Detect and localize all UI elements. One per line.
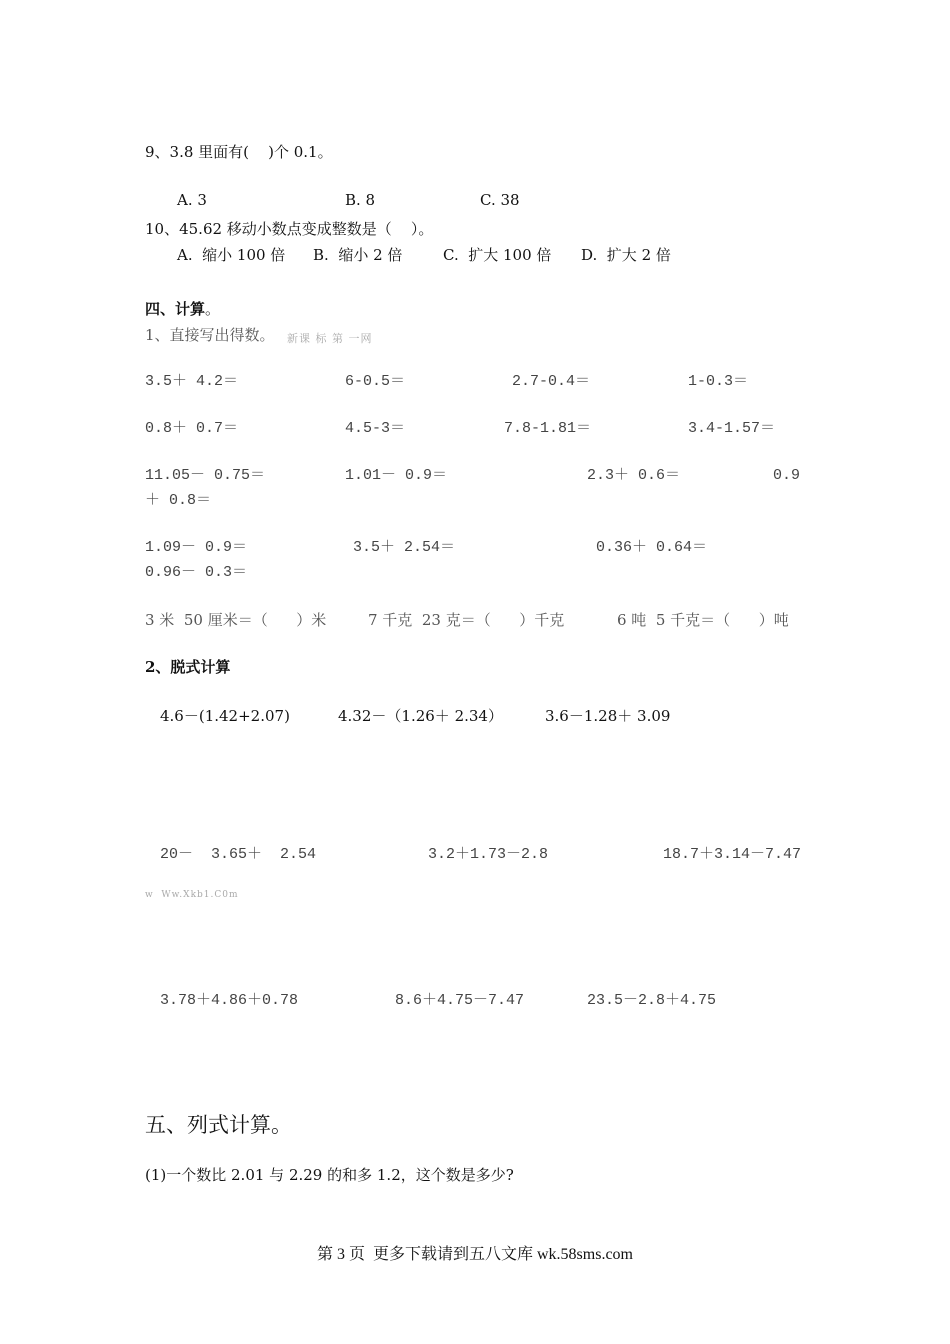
step-calc-item: 20－ 3.65＋ 2.54 (160, 846, 317, 863)
direct-calc-item: 1-0.3＝ (688, 373, 749, 390)
question-10-option-a: A. 缩小 100 倍 (177, 246, 286, 264)
step-calc-item: 4.6－(1.42+2.07) (160, 707, 290, 725)
direct-calc-item: 1.01－ 0.9＝ (345, 467, 448, 484)
unit-conversion-item: 3 米 50 厘米＝（ ）米 (145, 611, 327, 629)
question-10-stem: 10、45.62 移动小数点变成整数是（ ）。 (145, 220, 434, 238)
direct-calc-item: 0.8＋ 0.7＝ (145, 420, 239, 437)
step-calc-item: 8.6＋4.75－7.47 (395, 992, 525, 1009)
section-4-title: 四、计算 (145, 300, 206, 318)
step-calc-item: 3.78＋4.86＋0.78 (160, 992, 299, 1009)
section-5-title: 五、列式计算。 (145, 1113, 292, 1137)
section-4-heading (145, 300, 220, 318)
section-4-sub1: 1、直接写出得数。 (145, 326, 275, 344)
direct-calc-item: 0.36＋ 0.64＝ (596, 539, 708, 556)
step-calc-item: 4.32－（1.26＋ 2.34） (338, 707, 503, 725)
step-calc-item: 3.2＋1.73－2.8 (428, 846, 549, 863)
unit-conversion-item: 6 吨 5 千克＝（ ）吨 (617, 611, 789, 629)
direct-calc-item-continued: ＋ 0.8＝ (145, 492, 212, 509)
direct-calc-item: 3.4-1.57＝ (688, 420, 776, 437)
section-4-title-suffix: 。 (205, 300, 221, 318)
section-5-question-1: (1)一个数比 2.01 与 2.29 的和多 1.2，这个数是多少? (145, 1166, 514, 1184)
direct-calc-item: 2.7-0.4＝ (512, 373, 591, 390)
watermark-text-2: w Ww.Xkb1.C0m (145, 890, 239, 900)
direct-calc-item: 2.3＋ 0.6＝ (587, 467, 681, 484)
question-9-option-b: B. 8 (345, 191, 376, 209)
direct-calc-item: 0.9 (773, 467, 801, 484)
question-10-option-d: D. 扩大 2 倍 (581, 246, 671, 264)
section-4-sub2: 2、脱式计算 (145, 658, 231, 676)
step-calc-item: 18.7＋3.14－7.47 (663, 846, 802, 863)
step-calc-item: 23.5－2.8＋4.75 (587, 992, 717, 1009)
direct-calc-item: 3.5＋ 4.2＝ (145, 373, 239, 390)
direct-calc-item-continued: 0.96－ 0.3＝ (145, 564, 248, 581)
direct-calc-item: 6-0.5＝ (345, 373, 406, 390)
direct-calc-item: 4.5-3＝ (345, 420, 406, 437)
question-10-option-b: B. 缩小 2 倍 (313, 246, 403, 264)
direct-calc-item: 11.05－ 0.75＝ (145, 467, 266, 484)
page-footer: 第 3 页 更多下载请到五八文库 wk.58sms.com (316, 1246, 633, 1263)
question-9-option-a: A. 3 (177, 191, 207, 209)
direct-calc-item: 7.8-1.81＝ (504, 420, 592, 437)
unit-conversion-item: 7 千克 23 克＝（ ）千克 (368, 611, 565, 629)
direct-calc-item: 3.5＋ 2.54＝ (353, 539, 456, 556)
step-calc-item: 3.6－1.28＋ 3.09 (545, 707, 671, 725)
question-9-option-c: C. 38 (480, 191, 520, 209)
question-9-stem: 9、3.8 里面有( )个 0.1。 (145, 143, 333, 161)
question-10-option-c: C. 扩大 100 倍 (443, 246, 552, 264)
watermark-text-1: 新课 标 第 一网 (287, 332, 373, 345)
direct-calc-item: 1.09－ 0.9＝ (145, 539, 248, 556)
